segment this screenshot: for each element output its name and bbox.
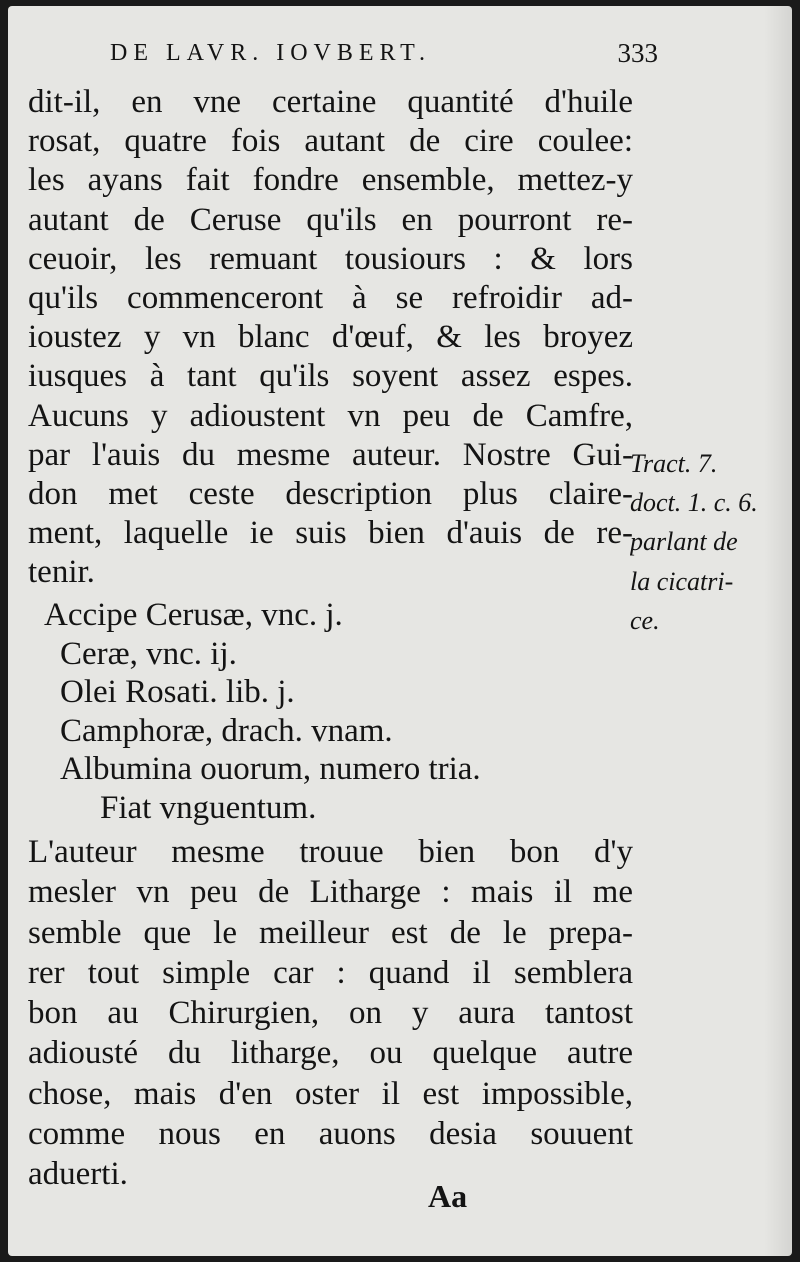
signature-mark: Aa: [428, 1178, 468, 1214]
recipe-line: Olei Rosati. lib. j.: [60, 674, 295, 710]
text-line: rosat, quatre fois autant de cire coulee:: [28, 123, 633, 160]
text-line: iusques à tant qu'ils soyent assez espes.: [28, 358, 633, 395]
text-line: chose, mais d'en oster il est impossible,: [28, 1075, 633, 1112]
text-line: semble que le meilleur est de le prepa-: [28, 914, 633, 951]
margin-note: [630, 446, 780, 642]
margin-note-line: la cicatri-: [630, 566, 734, 596]
margin-note-line: ce.: [630, 605, 660, 635]
margin-note-line: Tract. 7.: [630, 449, 718, 478]
text-line: qu'ils commenceront à se refroidir ad-: [28, 279, 633, 316]
text-line: ment, laquelle ie suis bien d'auis de re-: [28, 515, 633, 552]
text-line: les ayans fait fondre ensemble, mettez-y: [28, 162, 633, 199]
text-line: aduerti.: [28, 1156, 128, 1193]
text-line: tenir.: [28, 554, 95, 591]
recipe-line: Camphoræ, drach. vnam.: [60, 712, 393, 749]
text-line: rer tout simple car : quand il semblera: [28, 954, 633, 991]
text-line: L'auteur mesme trouue bien bon d'y: [28, 834, 633, 870]
text-line: Aucuns y adioustent vn peu de Camfre,: [28, 397, 633, 434]
page-header: [88, 32, 658, 72]
text-line: autant de Ceruse qu'ils en pourront re-: [28, 201, 633, 238]
text-line: ioustez y vn blanc d'œuf, & les broyez: [28, 319, 633, 356]
text-line: ceuoir, les remuant tousiours : & lors: [28, 240, 633, 277]
paragraph-1: [28, 83, 633, 592]
text-line: dit-il, en vne certaine quantité d'huile: [28, 84, 633, 120]
text-line: par l'auis du mesme auteur. Nostre Gui-: [28, 436, 633, 473]
page-number: 333: [617, 38, 658, 68]
recipe-line: Accipe Cerusæ, vnc. j.: [44, 597, 343, 633]
recipe-line: Ceræ, vnc. ij.: [60, 635, 237, 672]
recipe-line: Albumina ouorum, numero tria.: [60, 751, 481, 787]
text-line: bon au Chirurgien, on y aura tantost: [28, 995, 633, 1032]
paragraph-2: [28, 832, 633, 1195]
text-line: mesler vn peu de Litharge : mais il me: [28, 874, 633, 911]
text-line: don met ceste description plus claire-: [28, 475, 633, 512]
text-line: adiousté du litharge, ou quelque autre: [28, 1035, 633, 1072]
recipe-line: Fiat vnguentum.: [100, 789, 317, 826]
margin-note-line: doct. 1. c. 6.: [630, 488, 758, 518]
book-page: [8, 6, 792, 1256]
margin-note-line: parlant de: [630, 527, 738, 557]
recipe-block: [44, 596, 481, 827]
running-head: DE LAVR. IOVBERT.: [110, 40, 431, 66]
text-line: comme nous en auons desia souuent: [28, 1116, 633, 1153]
